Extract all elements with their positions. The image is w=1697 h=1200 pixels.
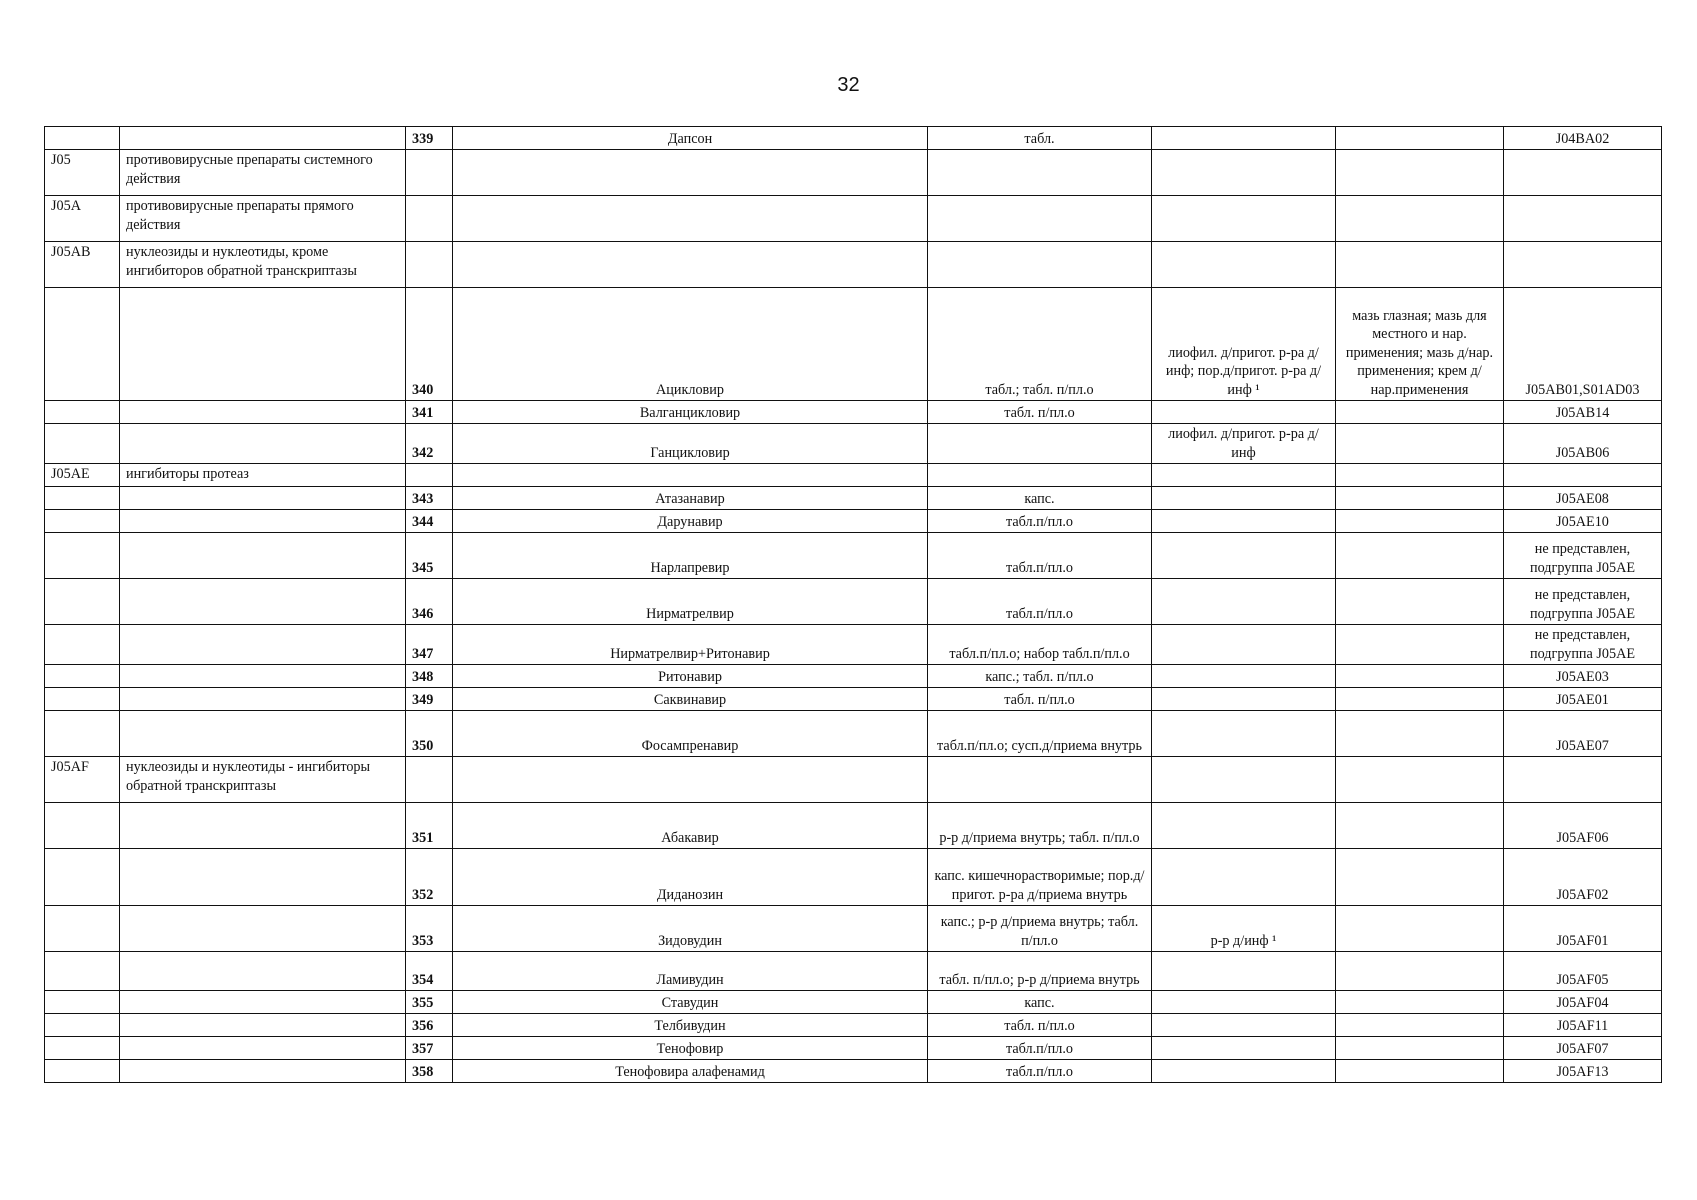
- drug-name-cell: Ставудин: [453, 991, 928, 1014]
- atc-group-code-cell: J05: [45, 150, 120, 196]
- table-row: [45, 803, 1662, 849]
- dosage-form-injection-cell: [1152, 688, 1336, 711]
- dosage-form-other-cell: [1336, 242, 1504, 288]
- dosage-form-injection-cell: [1152, 1060, 1336, 1083]
- dosage-form-injection-cell: [1152, 849, 1336, 906]
- row-number-cell: 355: [406, 991, 453, 1014]
- atc-code-cell: J05AF05: [1504, 952, 1662, 991]
- drug-list-table: [44, 126, 1662, 1083]
- dosage-form-oral-cell: капс.; р-р д/приема внутрь; табл. п/пл.о: [928, 906, 1152, 952]
- dosage-form-other-cell: [1336, 127, 1504, 150]
- atc-code-cell: J05AE07: [1504, 711, 1662, 757]
- atc-group-code-cell: [45, 711, 120, 757]
- dosage-form-other-cell: [1336, 665, 1504, 688]
- dosage-form-oral-cell: капс. кишечнорастворимые; пор.д/пригот. р-ра д/приема внутрь: [928, 849, 1152, 906]
- drug-name-cell: [453, 757, 928, 803]
- dosage-form-oral-cell: [928, 757, 1152, 803]
- row-number-cell: [406, 150, 453, 196]
- table-row: [45, 688, 1662, 711]
- table-row: [45, 952, 1662, 991]
- row-number-cell: [406, 464, 453, 487]
- atc-group-code-cell: [45, 625, 120, 665]
- table-row: [45, 401, 1662, 424]
- dosage-form-injection-cell: р-р д/инф ¹: [1152, 906, 1336, 952]
- dosage-form-injection-cell: [1152, 803, 1336, 849]
- dosage-form-oral-cell: табл.п/пл.о; сусп.д/приема внутрь: [928, 711, 1152, 757]
- row-number-cell: 349: [406, 688, 453, 711]
- atc-group-name-cell: [120, 803, 406, 849]
- row-number-cell: 347: [406, 625, 453, 665]
- drug-name-cell: [453, 196, 928, 242]
- dosage-form-other-cell: [1336, 487, 1504, 510]
- dosage-form-other-cell: [1336, 711, 1504, 757]
- dosage-form-injection-cell: [1152, 150, 1336, 196]
- table-body: [45, 127, 1662, 1083]
- atc-group-name-cell: [120, 533, 406, 579]
- dosage-form-injection-cell: [1152, 487, 1336, 510]
- dosage-form-other-cell: [1336, 1037, 1504, 1060]
- table-row: [45, 242, 1662, 288]
- atc-group-name-cell: [120, 1037, 406, 1060]
- table-row: [45, 711, 1662, 757]
- row-number-cell: 357: [406, 1037, 453, 1060]
- atc-group-code-cell: J05A: [45, 196, 120, 242]
- atc-group-name-cell: [120, 424, 406, 464]
- table-row: [45, 757, 1662, 803]
- row-number-cell: 343: [406, 487, 453, 510]
- atc-group-code-cell: [45, 906, 120, 952]
- table-row: [45, 1014, 1662, 1037]
- table-row: [45, 196, 1662, 242]
- atc-group-code-cell: J05AF: [45, 757, 120, 803]
- drug-name-cell: Атазанавир: [453, 487, 928, 510]
- dosage-form-other-cell: [1336, 533, 1504, 579]
- atc-group-code-cell: [45, 579, 120, 625]
- dosage-form-oral-cell: табл. п/пл.о; р-р д/приема внутрь: [928, 952, 1152, 991]
- atc-group-name-cell: [120, 401, 406, 424]
- dosage-form-oral-cell: табл.п/пл.о: [928, 1060, 1152, 1083]
- dosage-form-other-cell: [1336, 906, 1504, 952]
- table-row: [45, 288, 1662, 401]
- dosage-form-injection-cell: [1152, 196, 1336, 242]
- dosage-form-injection-cell: лиофил. д/пригот. р-ра д/инф: [1152, 424, 1336, 464]
- dosage-form-oral-cell: капс.: [928, 487, 1152, 510]
- atc-group-code-cell: [45, 487, 120, 510]
- atc-code-cell: [1504, 464, 1662, 487]
- atc-group-name-cell: [120, 127, 406, 150]
- table-row: [45, 464, 1662, 487]
- dosage-form-oral-cell: табл.: [928, 127, 1152, 150]
- atc-group-name-cell: нуклеозиды и нуклеотиды - ингибиторы обратной транскриптазы: [120, 757, 406, 803]
- atc-group-code-cell: [45, 803, 120, 849]
- atc-group-name-cell: противовирусные препараты системного действия: [120, 150, 406, 196]
- drug-name-cell: Тенофовир: [453, 1037, 928, 1060]
- dosage-form-injection-cell: лиофил. д/пригот. р-ра д/инф; пор.д/пригот. р-ра д/инф ¹: [1152, 288, 1336, 401]
- dosage-form-oral-cell: табл. п/пл.о: [928, 1014, 1152, 1037]
- table-row: [45, 906, 1662, 952]
- drug-name-cell: [453, 150, 928, 196]
- atc-code-cell: не представлен, подгруппа J05AE: [1504, 625, 1662, 665]
- drug-name-cell: Нирматрелвир: [453, 579, 928, 625]
- atc-code-cell: J05AE08: [1504, 487, 1662, 510]
- atc-group-code-cell: [45, 288, 120, 401]
- dosage-form-other-cell: [1336, 849, 1504, 906]
- dosage-form-other-cell: [1336, 688, 1504, 711]
- atc-code-cell: J05AB14: [1504, 401, 1662, 424]
- dosage-form-oral-cell: табл.п/пл.о: [928, 533, 1152, 579]
- atc-code-cell: J05AE10: [1504, 510, 1662, 533]
- atc-group-code-cell: [45, 991, 120, 1014]
- row-number-cell: 345: [406, 533, 453, 579]
- atc-group-code-cell: [45, 510, 120, 533]
- dosage-form-injection-cell: [1152, 401, 1336, 424]
- drug-name-cell: Диданозин: [453, 849, 928, 906]
- atc-group-code-cell: [45, 1037, 120, 1060]
- drug-name-cell: Ганцикловир: [453, 424, 928, 464]
- drug-name-cell: Абакавир: [453, 803, 928, 849]
- atc-group-code-cell: [45, 1014, 120, 1037]
- atc-group-name-cell: [120, 579, 406, 625]
- row-number-cell: [406, 196, 453, 242]
- atc-group-name-cell: [120, 487, 406, 510]
- atc-code-cell: не представлен, подгруппа J05AE: [1504, 579, 1662, 625]
- dosage-form-other-cell: [1336, 196, 1504, 242]
- drug-name-cell: Ацикловир: [453, 288, 928, 401]
- atc-group-code-cell: [45, 688, 120, 711]
- atc-group-name-cell: [120, 288, 406, 401]
- row-number-cell: 358: [406, 1060, 453, 1083]
- drug-name-cell: Дарунавир: [453, 510, 928, 533]
- atc-code-cell: [1504, 242, 1662, 288]
- atc-code-cell: J05AE03: [1504, 665, 1662, 688]
- atc-code-cell: [1504, 196, 1662, 242]
- row-number-cell: 342: [406, 424, 453, 464]
- atc-group-name-cell: [120, 906, 406, 952]
- table-row: [45, 533, 1662, 579]
- atc-group-name-cell: [120, 510, 406, 533]
- dosage-form-other-cell: [1336, 510, 1504, 533]
- atc-group-code-cell: [45, 1060, 120, 1083]
- atc-code-cell: [1504, 757, 1662, 803]
- dosage-form-other-cell: [1336, 150, 1504, 196]
- atc-code-cell: J05AF06: [1504, 803, 1662, 849]
- dosage-form-injection-cell: [1152, 127, 1336, 150]
- atc-code-cell: J05AF13: [1504, 1060, 1662, 1083]
- atc-code-cell: J05AF07: [1504, 1037, 1662, 1060]
- row-number-cell: [406, 242, 453, 288]
- drug-name-cell: Саквинавир: [453, 688, 928, 711]
- dosage-form-injection-cell: [1152, 510, 1336, 533]
- drug-name-cell: Нарлапревир: [453, 533, 928, 579]
- row-number-cell: 351: [406, 803, 453, 849]
- atc-group-code-cell: [45, 849, 120, 906]
- atc-group-code-cell: [45, 533, 120, 579]
- atc-group-name-cell: [120, 1014, 406, 1037]
- atc-code-cell: J05AF02: [1504, 849, 1662, 906]
- page-number: 32: [837, 74, 860, 96]
- row-number-cell: 350: [406, 711, 453, 757]
- table-row: [45, 424, 1662, 464]
- drug-name-cell: [453, 242, 928, 288]
- dosage-form-oral-cell: табл.п/пл.о: [928, 510, 1152, 533]
- table-row: [45, 849, 1662, 906]
- dosage-form-injection-cell: [1152, 533, 1336, 579]
- row-number-cell: 339: [406, 127, 453, 150]
- table-row: [45, 625, 1662, 665]
- drug-name-cell: Фосампренавир: [453, 711, 928, 757]
- atc-code-cell: J05AB06: [1504, 424, 1662, 464]
- dosage-form-injection-cell: [1152, 952, 1336, 991]
- atc-group-name-cell: [120, 991, 406, 1014]
- drug-name-cell: Тенофовира алафенамид: [453, 1060, 928, 1083]
- atc-group-name-cell: [120, 711, 406, 757]
- dosage-form-injection-cell: [1152, 991, 1336, 1014]
- dosage-form-injection-cell: [1152, 1037, 1336, 1060]
- atc-code-cell: J05AB01,S01AD03: [1504, 288, 1662, 401]
- dosage-form-other-cell: мазь глазная; мазь для местного и нар. применения; мазь д/нар. применения; крем д/нар.применения: [1336, 288, 1504, 401]
- atc-group-name-cell: [120, 665, 406, 688]
- table-row: [45, 665, 1662, 688]
- atc-group-code-cell: [45, 401, 120, 424]
- row-number-cell: 346: [406, 579, 453, 625]
- dosage-form-injection-cell: [1152, 464, 1336, 487]
- atc-code-cell: J05AE01: [1504, 688, 1662, 711]
- table-row: [45, 487, 1662, 510]
- dosage-form-other-cell: [1336, 757, 1504, 803]
- dosage-form-oral-cell: [928, 242, 1152, 288]
- dosage-form-other-cell: [1336, 424, 1504, 464]
- dosage-form-oral-cell: капс.: [928, 991, 1152, 1014]
- drug-name-cell: Валганцикловир: [453, 401, 928, 424]
- row-number-cell: 340: [406, 288, 453, 401]
- atc-group-name-cell: ингибиторы протеаз: [120, 464, 406, 487]
- row-number-cell: 344: [406, 510, 453, 533]
- atc-group-name-cell: [120, 849, 406, 906]
- atc-group-code-cell: [45, 424, 120, 464]
- dosage-form-other-cell: [1336, 625, 1504, 665]
- atc-code-cell: J04BA02: [1504, 127, 1662, 150]
- atc-group-name-cell: [120, 952, 406, 991]
- row-number-cell: [406, 757, 453, 803]
- dosage-form-oral-cell: капс.; табл. п/пл.о: [928, 665, 1152, 688]
- atc-group-code-cell: [45, 665, 120, 688]
- table-row: [45, 150, 1662, 196]
- dosage-form-other-cell: [1336, 991, 1504, 1014]
- dosage-form-injection-cell: [1152, 1014, 1336, 1037]
- atc-group-code-cell: [45, 952, 120, 991]
- drug-name-cell: Ламивудин: [453, 952, 928, 991]
- row-number-cell: 341: [406, 401, 453, 424]
- dosage-form-oral-cell: табл.; табл. п/пл.о: [928, 288, 1152, 401]
- dosage-form-other-cell: [1336, 803, 1504, 849]
- atc-code-cell: J05AF01: [1504, 906, 1662, 952]
- dosage-form-injection-cell: [1152, 711, 1336, 757]
- drug-name-cell: Ритонавир: [453, 665, 928, 688]
- atc-code-cell: [1504, 150, 1662, 196]
- table-row: [45, 127, 1662, 150]
- dosage-form-other-cell: [1336, 952, 1504, 991]
- row-number-cell: 353: [406, 906, 453, 952]
- drug-name-cell: Нирматрелвир+Ритонавир: [453, 625, 928, 665]
- dosage-form-oral-cell: [928, 150, 1152, 196]
- dosage-form-injection-cell: [1152, 242, 1336, 288]
- dosage-form-other-cell: [1336, 401, 1504, 424]
- dosage-form-oral-cell: [928, 424, 1152, 464]
- dosage-form-oral-cell: табл.п/пл.о: [928, 579, 1152, 625]
- dosage-form-injection-cell: [1152, 665, 1336, 688]
- table-row: [45, 1060, 1662, 1083]
- atc-group-code-cell: [45, 127, 120, 150]
- drug-name-cell: [453, 464, 928, 487]
- drug-name-cell: Зидовудин: [453, 906, 928, 952]
- drug-name-cell: Дапсон: [453, 127, 928, 150]
- dosage-form-oral-cell: табл.п/пл.о: [928, 1037, 1152, 1060]
- dosage-form-other-cell: [1336, 1060, 1504, 1083]
- atc-group-name-cell: [120, 688, 406, 711]
- dosage-form-oral-cell: табл. п/пл.о: [928, 688, 1152, 711]
- row-number-cell: 348: [406, 665, 453, 688]
- dosage-form-oral-cell: табл. п/пл.о: [928, 401, 1152, 424]
- dosage-form-oral-cell: р-р д/приема внутрь; табл. п/пл.о: [928, 803, 1152, 849]
- table-row: [45, 1037, 1662, 1060]
- row-number-cell: 356: [406, 1014, 453, 1037]
- dosage-form-oral-cell: табл.п/пл.о; набор табл.п/пл.о: [928, 625, 1152, 665]
- table-row: [45, 579, 1662, 625]
- dosage-form-injection-cell: [1152, 579, 1336, 625]
- atc-group-code-cell: J05AE: [45, 464, 120, 487]
- atc-group-name-cell: [120, 625, 406, 665]
- dosage-form-oral-cell: [928, 464, 1152, 487]
- dosage-form-other-cell: [1336, 579, 1504, 625]
- atc-group-name-cell: нуклеозиды и нуклеотиды, кроме ингибиторов обратной транскриптазы: [120, 242, 406, 288]
- atc-code-cell: J05AF04: [1504, 991, 1662, 1014]
- atc-group-code-cell: J05AB: [45, 242, 120, 288]
- dosage-form-oral-cell: [928, 196, 1152, 242]
- dosage-form-injection-cell: [1152, 757, 1336, 803]
- atc-code-cell: не представлен, подгруппа J05AE: [1504, 533, 1662, 579]
- row-number-cell: 354: [406, 952, 453, 991]
- dosage-form-other-cell: [1336, 1014, 1504, 1037]
- atc-code-cell: J05AF11: [1504, 1014, 1662, 1037]
- dosage-form-other-cell: [1336, 464, 1504, 487]
- atc-group-name-cell: противовирусные препараты прямого действия: [120, 196, 406, 242]
- drug-name-cell: Телбивудин: [453, 1014, 928, 1037]
- atc-group-name-cell: [120, 1060, 406, 1083]
- dosage-form-injection-cell: [1152, 625, 1336, 665]
- table-row: [45, 991, 1662, 1014]
- table-row: [45, 510, 1662, 533]
- row-number-cell: 352: [406, 849, 453, 906]
